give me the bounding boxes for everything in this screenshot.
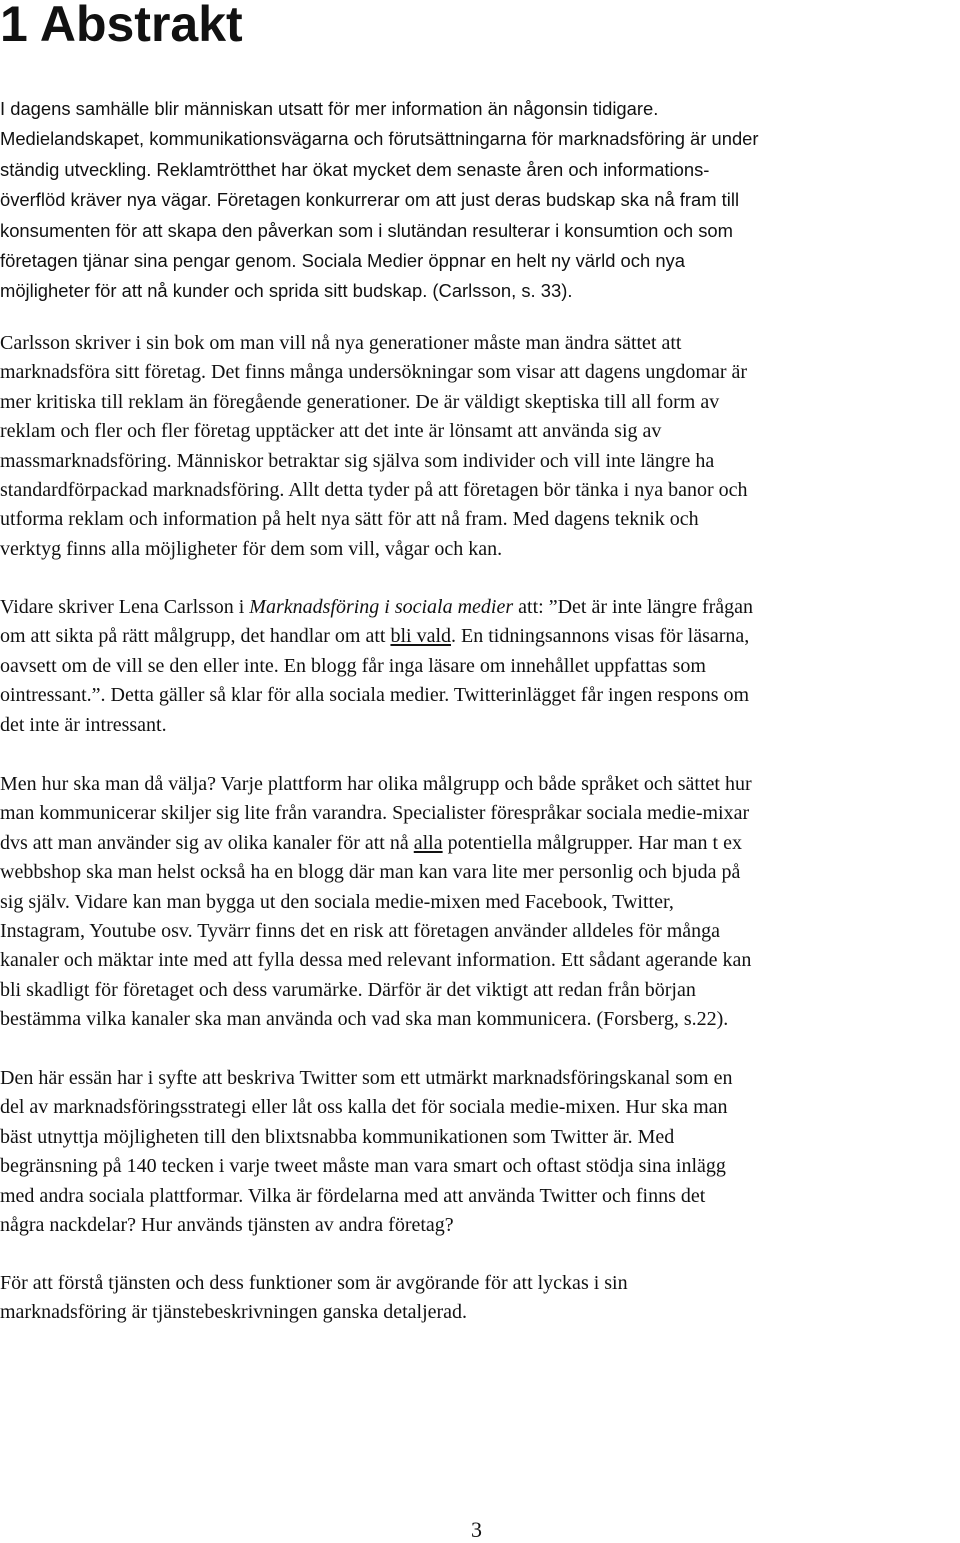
text-line <box>0 622 753 651</box>
text-line <box>0 770 752 799</box>
page-number: 3 <box>471 1517 482 1542</box>
text-line <box>0 476 748 505</box>
text-segment: bli skadligt för företaget och dess varumärke. Därför är det viktigt att redan från början <box>0 978 696 1001</box>
text-line <box>0 1298 628 1327</box>
text-segment: kanaler och mäktar inte med att fylla dessa med relevant information. Ett sådant agerande kan <box>0 949 752 972</box>
text-segment: med andra sociala plattformar. Vilka är fördelarna med att använda Twitter och finns det <box>0 1184 706 1207</box>
text-line <box>0 829 752 858</box>
text-line <box>0 593 753 622</box>
text-line <box>0 276 759 306</box>
text-line <box>0 535 748 564</box>
text-segment: begränsning på 140 tecken i varje tweet måste man vara smart och oftast stödja sina inlägg <box>0 1155 726 1178</box>
text-segment: Men hur ska man då välja? Varje plattform har olika målgrupp och både språket och sättet hur <box>0 773 752 795</box>
text-segment: utforma reklam och information på helt nya sätt för att nå fram. Med dagens teknik och <box>0 508 699 531</box>
text-segment: om att sikta på rätt målgrupp, det handlar om att <box>0 625 391 648</box>
text-line <box>0 94 759 124</box>
text-line <box>0 216 759 246</box>
book-title: Marknadsföring i sociala medier <box>249 596 514 618</box>
text-segment: oavsett om de vill se den eller inte. En blogg får inga läsare om innehållet uppfattas som <box>0 654 706 677</box>
text-segment: För att förstå tjänsten och dess funktioner som är avgörande för att lyckas i sin <box>0 1272 628 1294</box>
text-segment: överflöd kräver nya vägar. Företagen konkurrerar om att just deras budskap ska nå fram till <box>0 189 740 211</box>
text-line <box>0 652 753 681</box>
text-segment: reklam och fler och fler företag upptäcker att det inte är lönsamt att använda sig av <box>0 420 662 443</box>
text-line <box>0 329 748 358</box>
paragraph-5 <box>0 1064 732 1240</box>
section-heading: 1 Abstrakt <box>0 0 243 52</box>
text-segment: konsumenten för att skapa den påverkan som i slutändan resulterar i konsumtion och som <box>0 219 733 241</box>
text-segment: Medielandskapet, kommunikationsvägarna och förutsättningarna för marknadsföring är under <box>0 128 759 150</box>
paragraph-6 <box>0 1269 628 1328</box>
text-segment: företagen tjänar sina pengar genom. Sociala Medier öppnar en helt ny värld och nya <box>0 250 685 272</box>
text-line <box>0 1093 732 1122</box>
text-segment: mer kritiska till reklam än föregående generationer. De är väldigt skeptiska till all form av <box>0 390 720 413</box>
text-line <box>0 799 752 828</box>
text-segment: . En tidningsannons visas för läsarna, <box>451 625 750 648</box>
text-segment: bäst utnyttja möjligheten till den blixtsnabba kommunikationen som Twitter är. Med <box>0 1125 675 1148</box>
text-line <box>0 858 752 887</box>
text-line <box>0 917 752 946</box>
text-segment: Instagram, Youtube osv. Tyvärr finns det en risk att företagen använder alldeles för många <box>0 920 721 943</box>
text-segment: några nackdelar? Hur används tjänsten av andra företag? <box>0 1214 454 1237</box>
text-segment: man kommunicerar skiljer sig lite från varandra. Specialister förespråkar sociala medie-mixar <box>0 802 750 825</box>
text-segment: potentiella målgrupper. Har man t ex <box>442 831 742 854</box>
text-segment: verktyg finns alla möjligheter för dem som vill, vågar och kan. <box>0 537 503 560</box>
text-line <box>0 711 753 740</box>
paragraph-1 <box>0 94 759 307</box>
text-segment: möjligheter för att nå kunder och sprida sitt budskap. (Carlsson, s. 33). <box>0 280 573 302</box>
paragraph-4 <box>0 770 752 1035</box>
text-line <box>0 185 759 215</box>
text-segment: marknadsföring är tjänstebeskrivningen ganska detaljerad. <box>0 1301 468 1324</box>
text-segment: del av marknadsföringsstrategi eller låt oss kalla det för sociala medie-mixen. Hur ska man <box>0 1096 728 1119</box>
text-segment: massmarknadsföring. Människor betraktar sig själva som individer och vill inte längre ha <box>0 449 715 472</box>
text-line <box>0 1123 732 1152</box>
text-line <box>0 447 748 476</box>
text-segment: ständig utveckling. Reklamtrötthet har ökat mycket dem senaste åren och informations- <box>0 158 710 180</box>
underlined-word: alla <box>413 831 443 854</box>
text-line <box>0 1064 732 1093</box>
text-segment: dvs att man använder sig av olika kanaler för att nå <box>0 831 414 854</box>
text-segment: att: ”Det är inte längre frågan <box>513 596 754 618</box>
text-segment: sig själv. Vidare kan man bygga ut den sociala medie-mixen med Facebook, Twitter, <box>0 890 674 913</box>
text-line <box>0 1269 628 1298</box>
underlined-word: bli vald <box>390 625 451 648</box>
text-line <box>0 946 752 975</box>
text-segment: bestämma vilka kanaler ska man använda och vad ska man kommunicera. (Forsberg, s.22). <box>0 1008 729 1031</box>
text-line <box>0 505 748 534</box>
text-line <box>0 155 759 185</box>
text-segment: ointressant.”. Detta gäller så klar för alla sociala medier. Twitterinlägget får ingen respons om <box>0 684 750 707</box>
text-segment: marknadsföra sitt företag. Det finns många undersökningar som visar att dagens ungdomar är <box>0 361 748 384</box>
paragraph-3 <box>0 593 753 740</box>
text-line <box>0 246 759 276</box>
text-line <box>0 976 752 1005</box>
text-line <box>0 358 748 387</box>
text-line <box>0 417 748 446</box>
paragraph-2 <box>0 329 748 564</box>
text-line <box>0 388 748 417</box>
text-segment: Den här essän har i syfte att beskriva Twitter som ett utmärkt marknadsföringskanal som en <box>0 1067 733 1089</box>
text-line <box>0 1182 732 1211</box>
text-segment: det inte är intressant. <box>0 713 167 736</box>
text-line <box>0 1005 752 1034</box>
text-line <box>0 681 753 710</box>
text-line <box>0 124 759 154</box>
text-segment: Carlsson skriver i sin bok om man vill nå nya generationer måste man ändra sättet att <box>0 332 682 354</box>
text-segment: webbshop ska man helst också ha en blogg där man kan vara lite mer personlig och bjuda på <box>0 861 741 884</box>
text-line <box>0 1211 732 1240</box>
text-segment: I dagens samhälle blir människan utsatt för mer information än någonsin tidigare. <box>0 98 659 119</box>
text-segment: Vidare skriver Lena Carlsson i <box>0 596 250 618</box>
text-line <box>0 1152 732 1181</box>
text-line <box>0 888 752 917</box>
text-segment: standardförpackad marknadsföring. Allt detta tyder på att företagen bör tänka i nya banor och <box>0 479 748 502</box>
